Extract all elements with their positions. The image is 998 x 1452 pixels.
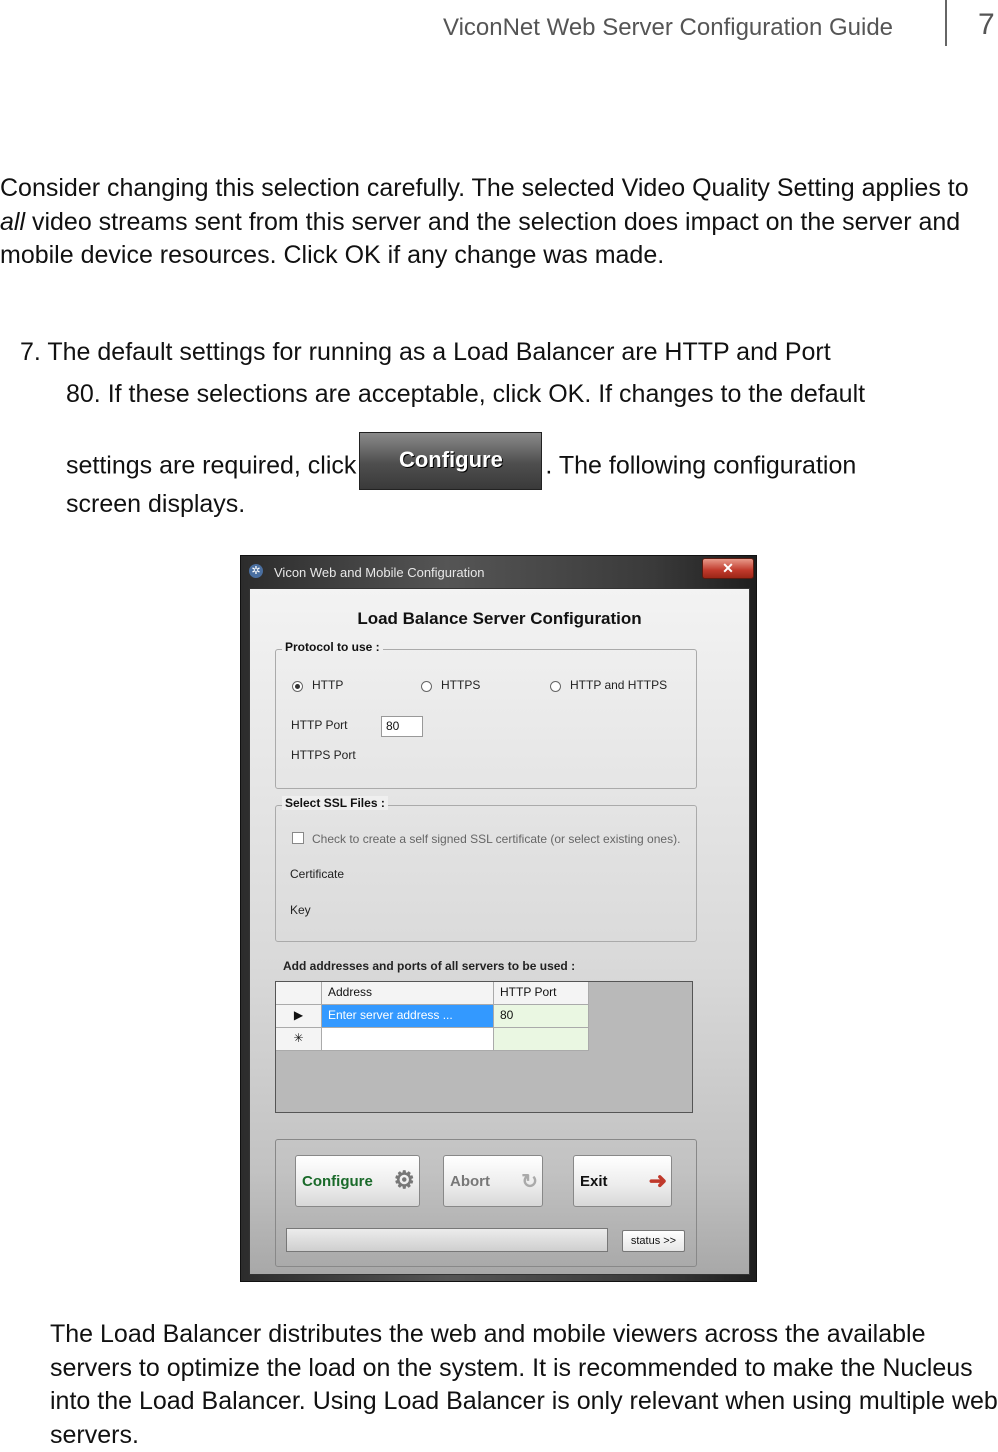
step7-line2: 80. If these selections are acceptable, click OK. If changes to the default — [66, 380, 866, 408]
servers-label: Add addresses and ports of all servers to be used : — [283, 959, 576, 973]
intro-text-1: Consider changing this selection carefully. The selected Video Quality Setting applies to — [0, 174, 969, 202]
dialog-title: Vicon Web and Mobile Configuration — [274, 565, 485, 580]
protocol-group — [275, 640, 697, 789]
dialog-client-area — [249, 588, 750, 1275]
closing-paragraph: The Load Balancer distributes the web and mobile viewers across the available servers to optimize the load on the system. It is recommended to make the Nucleus into the Load Balancer. Using Load Balancer is only relevant when using multiple web servers. — [50, 1320, 998, 1449]
refresh-icon: ↻ — [521, 1171, 538, 1193]
protocol-group-label: Protocol to use : — [282, 640, 383, 654]
load-balance-config-dialog — [240, 555, 757, 1282]
cell-new-port[interactable] — [494, 1028, 589, 1051]
radio-http[interactable] — [292, 681, 303, 692]
inline-configure-button-image: Configure — [359, 432, 542, 490]
configure-button-label: Configure — [302, 1173, 373, 1190]
cell-server-port[interactable]: 80 — [494, 1005, 589, 1028]
page-number: 7 — [978, 8, 995, 41]
key-label: Key — [290, 903, 311, 917]
self-signed-checkbox[interactable] — [292, 832, 304, 844]
row-marker-new[interactable]: ✳ — [276, 1028, 322, 1051]
step7-line1 — [20, 338, 831, 367]
self-signed-checkbox-label: Check to create a self signed SSL certificate (or select existing ones). — [312, 832, 681, 846]
exit-door-icon: ➜ — [648, 1168, 667, 1193]
header-divider — [945, 0, 947, 46]
radio-https-label: HTTPS — [441, 678, 481, 692]
intro-emphasis: all — [0, 207, 26, 236]
http-port-input[interactable]: 80 — [381, 716, 423, 737]
step7-line3 — [66, 438, 856, 496]
configure-button[interactable] — [295, 1155, 420, 1207]
radio-http-and-https-label: HTTP and HTTPS — [570, 678, 668, 692]
action-group — [275, 1139, 697, 1267]
cell-server-address[interactable]: Enter server address ... — [322, 1005, 494, 1028]
status-button[interactable]: status >> — [622, 1230, 685, 1252]
running-header: ViconNet Web Server Configuration Guide — [443, 14, 894, 41]
https-port-label: HTTPS Port — [291, 748, 356, 762]
step7-line3-before: settings are required, click — [66, 451, 357, 480]
intro-paragraph — [0, 172, 990, 273]
column-header-http-port[interactable]: HTTP Port — [494, 982, 589, 1005]
dialog-heading: Load Balance Server Configuration — [357, 609, 642, 628]
abort-button-label: Abort — [450, 1173, 490, 1190]
column-header-address[interactable]: Address — [322, 982, 494, 1005]
close-button[interactable]: ✕ — [702, 558, 754, 579]
grid-corner — [276, 982, 322, 1005]
exit-button[interactable] — [573, 1155, 672, 1207]
certificate-label: Certificate — [290, 867, 345, 881]
gear-icon: ⚙ — [393, 1167, 415, 1194]
dialog-titlebar — [241, 556, 756, 588]
cell-new-address[interactable] — [322, 1028, 494, 1051]
abort-button[interactable] — [443, 1155, 543, 1207]
intro-text-2: video streams sent from this server and the selection does impact on the server and mobile device resources. Click OK if any change was made. — [0, 207, 961, 269]
step7-line3-after: . The following configuration — [545, 451, 857, 480]
progress-bar — [286, 1228, 608, 1252]
radio-https[interactable] — [421, 681, 432, 692]
servers-grid — [275, 981, 693, 1113]
step7-line1-text: The default settings for running as a Load Balancer are HTTP and Port — [47, 338, 831, 366]
app-icon: ✲ — [249, 564, 263, 578]
exit-button-label: Exit — [580, 1173, 608, 1190]
ssl-group-label: Select SSL Files : — [282, 796, 388, 810]
step-number: 7. — [20, 338, 41, 366]
radio-http-label: HTTP — [312, 678, 344, 692]
ssl-group — [275, 796, 697, 942]
row-marker-current[interactable]: ▶ — [276, 1005, 322, 1028]
radio-http-and-https[interactable] — [550, 681, 561, 692]
http-port-label: HTTP Port — [291, 718, 348, 732]
step7-line4: screen displays. — [66, 490, 246, 518]
